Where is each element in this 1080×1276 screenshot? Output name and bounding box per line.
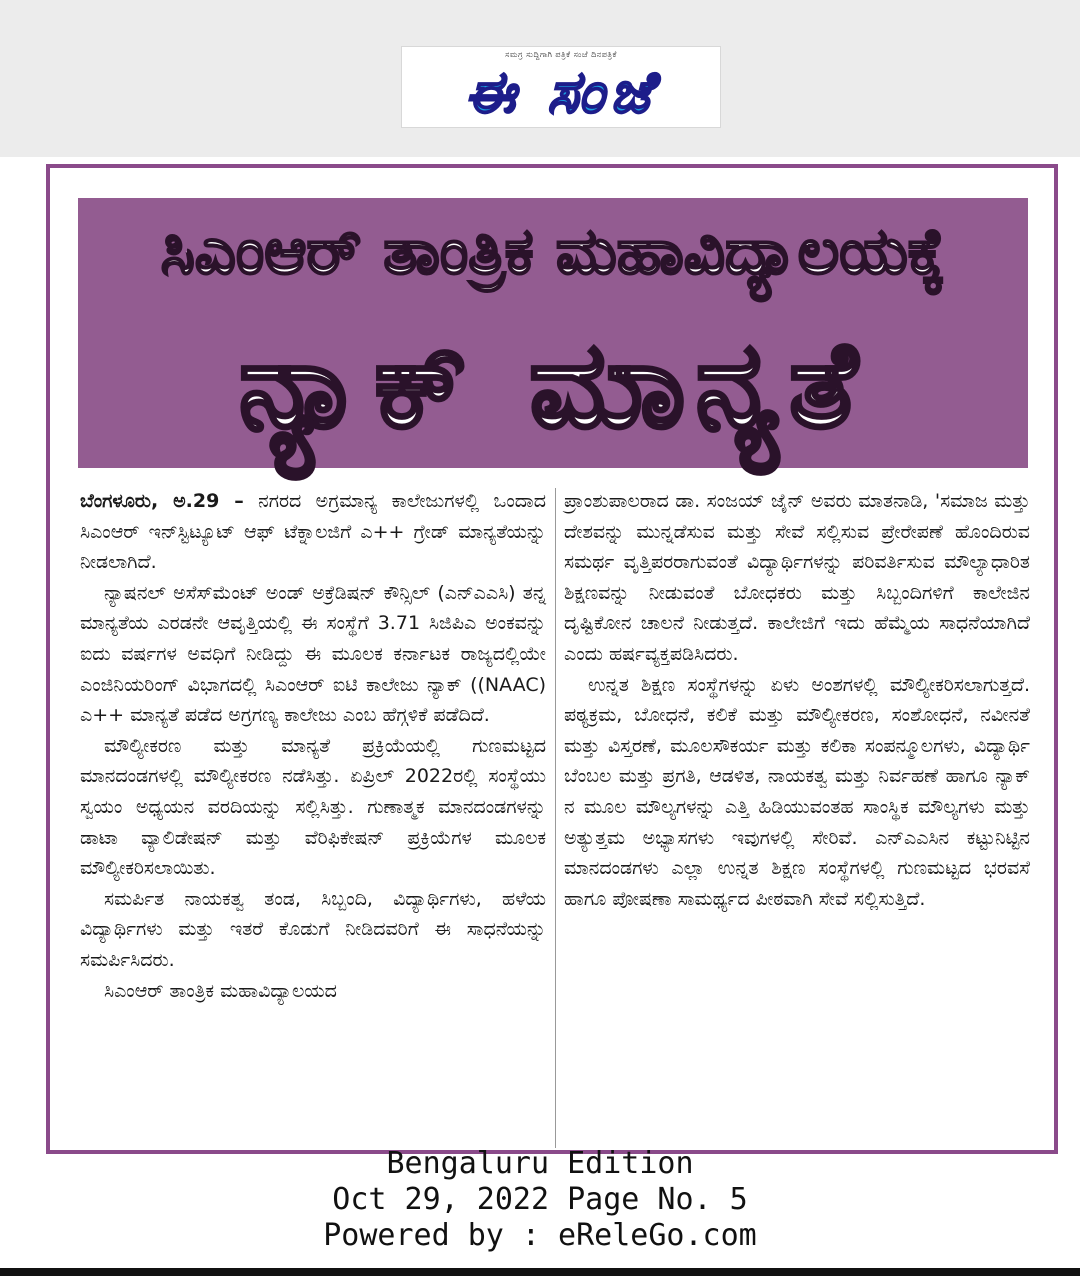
article-paragraph: ಸಮರ್ಪಿತ ನಾಯಕತ್ವ ತಂಡ, ಸಿಬ್ಬಂದಿ, ವಿದ್ಯಾರ್ಥಿಗಳು, ಹಳೆಯ ವಿದ್ಯಾರ್ಥಿಗಳು ಮತ್ತು ಇತರೆ ಕೊಡುಗೆ ನೀಡಿದವರಿಗೆ ಈ ಸಾಧನೆಯನ್ನು ಸಮರ್ಪಿಸಿದರು.	[80, 887, 546, 971]
masthead-band	[0, 0, 1080, 157]
edition-name: Bengaluru Edition	[386, 1146, 694, 1181]
article-paragraph: ನ್ಯಾಷನಲ್ ಅಸೆಸ್‌ಮೆಂಟ್ ಅಂಡ್ ಅಕ್ರೆಡಿಷನ್ ಕೌನ್ಸಿಲ್ (ಎನ್‌ಎಎಸಿ) ತನ್ನ ಮಾನ್ಯತೆಯ ಎರಡನೇ ಆವೃತ್ತಿಯಲ್ಲಿ ಈ ಸಂಸ್ಥೆಗೆ 3.71 ಸಿಜಿಪಿಎ ಅಂಕವನ್ನು ಐದು ವರ್ಷಗಳ ಅವಧಿಗೆ ನೀಡಿದ್ದು ಈ ಮೂಲಕ ಕರ್ನಾಟಕ ರಾಜ್ಯದಲ್ಲಿಯೇ ಎಂಜಿನಿಯರಿಂಗ್ ವಿಭಾಗದಲ್ಲಿ ಸಿಎಂಆರ್ ಐಟಿ ಕಾಲೇಜು ನ್ಯಾಕ್ ((NAAC) ಎ++ ಮಾನ್ಯತೆ ಪಡೆದ ಅಗ್ರಗಣ್ಯ ಕಾಲೇಜು ಎಂಬ ಹೆಗ್ಗಳಿಕೆ ಪಡೆದಿದೆ.	[80, 581, 546, 727]
powered-by-link[interactable]: Powered by : eReleGo.com	[323, 1218, 757, 1253]
article-paragraph: ಸಿಎಂಆರ್ ತಾಂತ್ರಿಕ ಮಹಾವಿದ್ಯಾಲಯದ	[104, 979, 337, 1002]
article-column-left	[80, 486, 546, 1006]
column-divider	[555, 488, 556, 1148]
edition-date-page: Oct 29, 2022 Page No. 5	[332, 1182, 748, 1217]
article-paragraph: ಮೌಲ್ಯೀಕರಣ ಮತ್ತು ಮಾನ್ಯತೆ ಪ್ರಕ್ರಿಯೆಯಲ್ಲಿ ಗುಣಮಟ್ಟದ ಮಾನದಂಡಗಳಲ್ಲಿ ಮೌಲ್ಯೀಕರಣ ನಡೆಸಿತ್ತು. ಏಪ್ರಿಲ್ 2022ರಲ್ಲಿ ಸಂಸ್ಥೆಯು ಸ್ವಯಂ ಅಧ್ಯಯನ ವರದಿಯನ್ನು ಸಲ್ಲಿಸಿತ್ತು. ಗುಣಾತ್ಮಕ ಮಾನದಂಡಗಳನ್ನು ಡಾಟಾ ವ್ಯಾಲಿಡೇಷನ್ ಮತ್ತು ವೆರಿಫಿಕೇಷನ್ ಪ್ರಕ್ರಿಯೆಗಳ ಮೂಲಕ ಮೌಲ್ಯೀಕರಿಸಲಾಯಿತು.	[80, 734, 546, 880]
newspaper-logo	[401, 46, 721, 128]
article-column-right	[564, 486, 1030, 914]
logo-text: ಈ ಸಂಜೆ	[464, 58, 658, 126]
dateline: ಬೆಂಗಳೂರು, ಅ.29 –	[80, 490, 244, 512]
article-paragraph: ಪ್ರಾಂಶುಪಾಲರಾದ ಡಾ. ಸಂಜಯ್ ಜೈನ್ ಅವರು ಮಾತನಾಡಿ, 'ಸಮಾಜ ಮತ್ತು ದೇಶವನ್ನು ಮುನ್ನಡೆಸುವ ಮತ್ತು ಸೇವೆ ಸಲ್ಲಿಸುವ ಪ್ರೇರೇಪಣೆ ಹೊಂದಿರುವ ಸಮರ್ಥ ವೃತ್ತಿಪರರಾಗುವಂತೆ ವಿದ್ಯಾರ್ಥಿಗಳನ್ನು ಪರಿವರ್ತಿಸುವ ಮೌಲ್ಯಾಧಾರಿತ ಶಿಕ್ಷಣವನ್ನು ನೀಡುವಂತೆ ಬೋಧಕರು ಮತ್ತು ಸಿಬ್ಬಂದಿಗಳಿಗೆ ಕಾಲೇಜಿನ ದೃಷ್ಟಿಕೋನ ಚಾಲನೆ ನೀಡುತ್ತದೆ. ಕಾಲೇಜಿಗೆ ಇದು ಹೆಮ್ಮೆಯ ಸಾಧನೆಯಾಗಿದೆ ಎಂದು ಹರ್ಷವ್ಯಕ್ತಪಡಿಸಿದರು.	[564, 490, 1030, 665]
news-clipping	[46, 164, 1058, 1154]
headline-box	[78, 198, 1028, 468]
edition-footer	[0, 1146, 1080, 1254]
article-paragraph: ಉನ್ನತ ಶಿಕ್ಷಣ ಸಂಸ್ಥೆಗಳನ್ನು ಏಳು ಅಂಶಗಳಲ್ಲಿ ಮೌಲ್ಯೀಕರಿಸಲಾಗುತ್ತದೆ. ಪಠ್ಯಕ್ರಮ, ಬೋಧನೆ, ಕಲಿಕೆ ಮತ್ತು ಮೌಲ್ಯೀಕರಣ, ಸಂಶೋಧನೆ, ನವೀನತೆ ಮತ್ತು ವಿಸ್ತರಣೆ, ಮೂಲಸೌಕರ್ಯ ಮತ್ತು ಕಲಿಕಾ ಸಂಪನ್ಮೂಲಗಳು, ವಿದ್ಯಾರ್ಥಿ ಬೆಂಬಲ ಮತ್ತು ಪ್ರಗತಿ, ಆಡಳಿತ, ನಾಯಕತ್ವ ಮತ್ತು ನಿರ್ವಹಣೆ ಹಾಗೂ ನ್ಯಾಕ್ ನ ಮೂಲ ಮೌಲ್ಯಗಳನ್ನು ಎತ್ತಿ ಹಿಡಿಯುವಂತಹ ಸಾಂಸ್ಥಿಕ ಮೌಲ್ಯಗಳು ಮತ್ತು ಅತ್ಯುತ್ತಮ ಅಭ್ಯಾಸಗಳು ಇವುಗಳಲ್ಲಿ ಸೇರಿವೆ. ಎನ್‌ಎಎಸಿನ ಕಟ್ಟುನಿಟ್ಟಿನ ಮಾನದಂಡಗಳು ಎಲ್ಲಾ ಉನ್ನತ ಶಿಕ್ಷಣ ಸಂಸ್ಥೆಗಳಲ್ಲಿ ಗುಣಮಟ್ಟದ ಭರವಸೆ ಹಾಗೂ ಪೋಷಣಾ ಸಾಮರ್ಥ್ಯದ ಪೀಠವಾಗಿ ಸೇವೆ ಸಲ್ಲಿಸುತ್ತಿದೆ.	[564, 673, 1030, 910]
headline-line-1: ಸಿಎಂಆರ್ ತಾಂತ್ರಿಕ ಮಹಾವಿದ್ಯಾಲಯಕ್ಕೆ	[160, 215, 946, 289]
bottom-bar	[0, 1268, 1080, 1276]
article-paragraph: ಬೆಂಗಳೂರು, ಅ.29 – ನಗರದ ಅಗ್ರಮಾನ್ಯ ಕಾಲೇಜುಗಳಲ್ಲಿ ಒಂದಾದ ಸಿಎಂಆರ್ ಇನ್‌ಸ್ಟಿಟ್ಯೂಟ್ ಆಫ್ ಟೆಕ್ನಾಲಜಿಗೆ ಎ++ ಗ್ರೇಡ್ ಮಾನ್ಯತೆಯನ್ನು ನೀಡಲಾಗಿದೆ.	[80, 490, 546, 574]
logo-tagline: ಸಮಗ್ರ ಸುದ್ದಿಗಾಗಿ ಪತ್ರಿಕೆ ಸಂಜೆ ದಿನಪತ್ರಿಕೆ	[505, 50, 617, 59]
headline-line-2: ನ್ಯಾಕ್ ಮಾನ್ಯತೆ	[238, 316, 868, 455]
